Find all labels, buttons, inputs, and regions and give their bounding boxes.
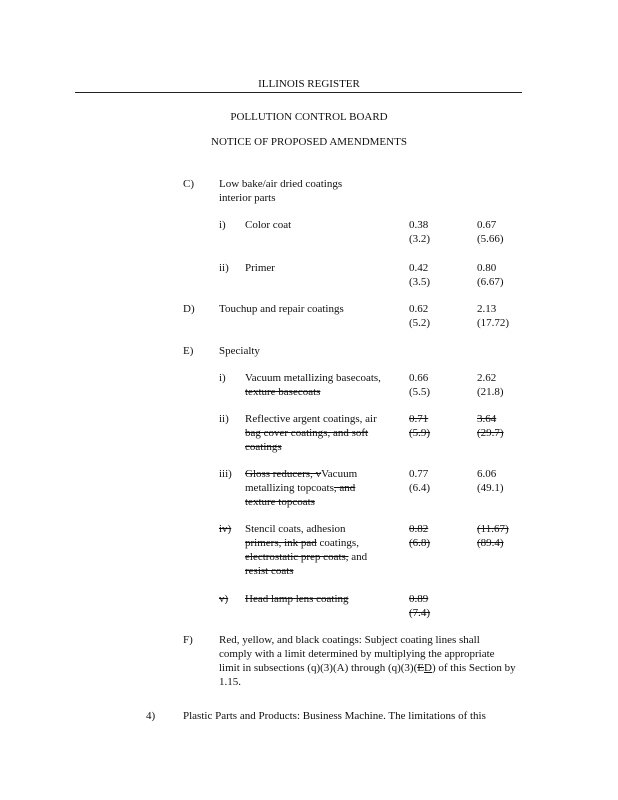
item-f-label: F): [183, 634, 193, 646]
item-e-i-v1m: (5.5): [409, 386, 431, 398]
item-d-v2m: (17.72): [477, 317, 510, 329]
item-e-ii-line2: bag cover coatings, and soft: [245, 427, 369, 439]
item-e-iii-v1: 0.77: [409, 468, 429, 480]
item-f-line1: Red, yellow, and black coatings: Subject coating lines shall: [219, 634, 480, 646]
item-e-i-v1: 0.66: [409, 372, 429, 384]
item-c-ii-v2m: (6.67): [477, 276, 504, 288]
item-e-iii-line1-strike: Gloss reducers, v: [245, 468, 322, 480]
item-e-ii-line3: coatings: [245, 441, 282, 453]
item-e-iv-v1: 0.82: [409, 523, 429, 535]
item-c-ii-name: Primer: [245, 262, 275, 274]
board-title: POLLUTION CONTROL BOARD: [230, 111, 388, 123]
item-f-line3-strike: E: [417, 662, 424, 674]
item-e-iii-line2: [245, 481, 355, 495]
item-e-v-label: v): [219, 593, 229, 605]
item-f-line3-pre: limit in subsections (q)(3)(A) through (q)(3)(: [219, 662, 418, 674]
item-e-i-label: i): [219, 372, 226, 384]
item-f-line3-under: D: [424, 662, 432, 674]
item-e-i-v2m: (21.8): [477, 386, 504, 398]
item-d-v1m: (5.2): [409, 317, 431, 329]
item-e-iv-line3: [245, 550, 367, 564]
item-d-v2: 2.13: [477, 303, 497, 315]
section-4-text: Plastic Parts and Products: Business Machine. The limitations of this: [183, 710, 486, 722]
item-c-ii-label: ii): [219, 262, 229, 274]
item-d-name: Touchup and repair coatings: [219, 303, 344, 315]
item-e-iii-line1-rest: Vacuum: [321, 468, 358, 480]
item-e-i-line1: Vacuum metallizing basecoats,: [245, 372, 381, 384]
item-d-label: D): [183, 303, 195, 315]
item-e-iv-line2-strike: primers, ink pad: [245, 537, 317, 549]
item-e-iii-v2m: (49.1): [477, 482, 504, 494]
item-f-line3: [219, 661, 516, 675]
item-f-line4: 1.15.: [219, 676, 241, 688]
item-e-iv-line1: Stencil coats, adhesion: [245, 523, 346, 535]
item-c-i-v2m: (5.66): [477, 233, 504, 245]
item-e-ii-v2m: (29.7): [477, 427, 504, 439]
item-e-iii-v1m: (6.4): [409, 482, 431, 494]
item-f-line2: comply with a limit determined by multiplying the appropriate: [219, 648, 495, 660]
item-c-ii-v2: 0.80: [477, 262, 497, 274]
item-c-title-1: Low bake/air dried coatings: [219, 178, 343, 190]
item-e-v-name: Head lamp lens coating: [245, 593, 349, 605]
item-c-i-v2: 0.67: [477, 219, 497, 231]
item-c-ii-v1m: (3.5): [409, 276, 431, 288]
item-e-iii-label: iii): [219, 468, 232, 480]
item-d-v1: 0.62: [409, 303, 429, 315]
item-e-iv-label: iv): [219, 523, 232, 535]
item-e-ii-v2: 3.64: [477, 413, 497, 425]
item-e-title: Specialty: [219, 345, 260, 357]
item-e-ii-line1: Reflective argent coatings, air: [245, 413, 377, 425]
item-e-iii-v2: 6.06: [477, 468, 497, 480]
item-e-iii-line2-strike: , and: [333, 482, 356, 494]
section-4-label: 4): [146, 710, 156, 722]
item-e-ii-v1: 0.71: [409, 413, 429, 425]
notice-title: NOTICE OF PROPOSED AMENDMENTS: [211, 136, 407, 148]
item-e-iv-line4: resist coats: [245, 565, 294, 577]
item-e-i-line2: texture basecoats: [245, 386, 321, 398]
item-e-iv-line2: [245, 536, 359, 550]
item-f-line3-post: ) of this Section by: [431, 662, 516, 674]
item-c-i-v1m: (3.2): [409, 233, 431, 245]
item-e-v-v1: 0.89: [409, 593, 429, 605]
item-e-iv-v1m: (6.8): [409, 537, 431, 549]
item-c-ii-v1: 0.42: [409, 262, 429, 274]
header-rule: [75, 92, 522, 93]
item-e-iii-line3: texture topcoats: [245, 496, 315, 508]
item-e-v-v1m: (7.4): [409, 607, 431, 619]
item-c-i-v1: 0.38: [409, 219, 429, 231]
item-e-iii-line1: [245, 467, 357, 481]
item-e-iv-line3-strike: electrostatic prep coats,: [245, 551, 349, 563]
item-e-i-v2: 2.62: [477, 372, 497, 384]
item-c-i-name: Color coat: [245, 219, 292, 231]
item-e-iv-line3-rest: and: [348, 551, 368, 563]
item-c-i-label: i): [219, 219, 226, 231]
item-e-label: E): [183, 345, 194, 357]
item-e-ii-label: ii): [219, 413, 229, 425]
item-e-iv-v2: (11.67): [477, 523, 509, 535]
item-c-title-2: interior parts: [219, 192, 276, 204]
item-c-label: C): [183, 178, 194, 190]
item-e-iv-line2-rest: coatings,: [316, 537, 359, 549]
item-e-iv-v2m: (89.4): [477, 537, 504, 549]
item-e-ii-v1m: (5.9): [409, 427, 431, 439]
item-e-iii-line2-plain: metallizing topcoats: [245, 482, 334, 494]
register-title: ILLINOIS REGISTER: [258, 78, 360, 90]
